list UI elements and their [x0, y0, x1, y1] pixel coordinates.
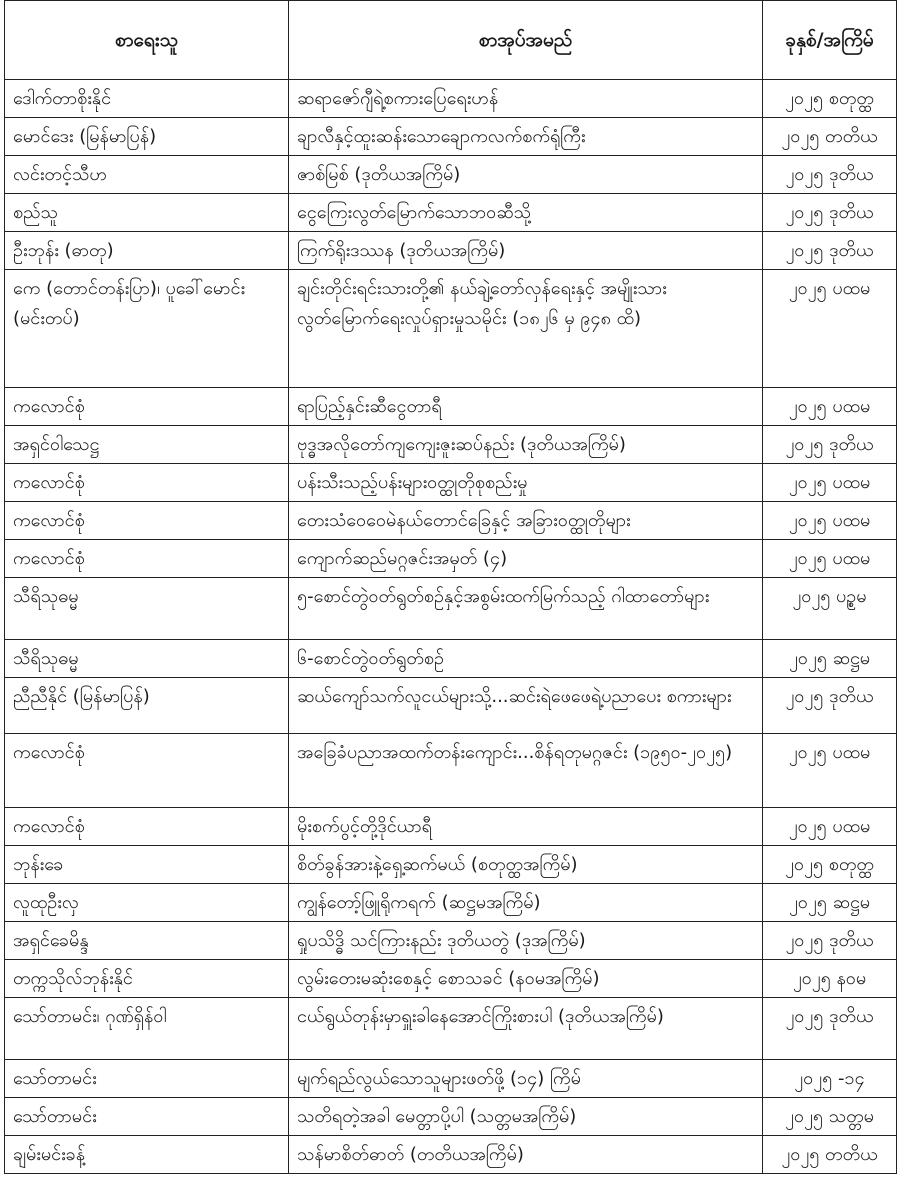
- edition-cell: ၂၀၂၅ နဝမ: [763, 960, 897, 998]
- edition-cell: ၂၀၂၅ ပထမ: [763, 540, 897, 578]
- table-row: [5, 960, 897, 998]
- author-cell: ကလောင်စုံ: [5, 808, 289, 846]
- title-cell: မျက်ရည်လွယ်သောသူများဖတ်ဖို့ (၁၄) ကြိမ်: [289, 1060, 763, 1098]
- title-cell: ချာလီနှင့်ထူးဆန်းသောချောကလက်စက်ရုံကြီး: [289, 118, 763, 156]
- edition-cell: ၂၀၂၅ ဒုတိယ: [763, 194, 897, 232]
- edition-cell: ၂၀၂၅ ဆဋ္ဌမ: [763, 884, 897, 922]
- author-cell: ကလောင်စုံ: [5, 502, 289, 540]
- title-cell: ကျောက်ဆည်မဂ္ဂဇင်းအမှတ် (၄): [289, 540, 763, 578]
- table-row: [5, 578, 897, 640]
- author-cell: သီရိသုဓမ္မ: [5, 578, 289, 640]
- edition-cell: ၂၀၂၅ တတိယ: [763, 118, 897, 156]
- title-cell: ဆယ်ကျော်သက်လူငယ်များသို့...ဆင်းရဲဖေဖေရဲ့ပညာပေး စကားများ: [289, 678, 763, 734]
- edition-cell: ၂၀၂၅ ပဥ္စမ: [763, 578, 897, 640]
- title-cell: သတိရတဲ့အခါ မေတ္တာပို့ပါ (သတ္တမအကြိမ်): [289, 1098, 763, 1136]
- edition-cell: ၂၀၂၅ ပထမ: [763, 388, 897, 426]
- title-cell: ငွေကြေးလွတ်မြောက်သောဘဝဆီသို့: [289, 194, 763, 232]
- book-list-document: [4, 0, 896, 1174]
- title-cell: မိုးစက်ပွင့်တို့ဒိုင်ယာရီ: [289, 808, 763, 846]
- table-row: [5, 80, 897, 118]
- edition-cell: ၂၀၂၅ သတ္တမ: [763, 1098, 897, 1136]
- table-row: [5, 118, 897, 156]
- title-cell: ကြက်ရိုးဒဿန (ဒုတိယအကြိမ်): [289, 232, 763, 270]
- author-cell: ကလောင်စုံ: [5, 464, 289, 502]
- table-row: [5, 998, 897, 1060]
- author-cell: လူထုဦးလှ: [5, 884, 289, 922]
- edition-cell: ၂၀၂၅ စတုတ္ထ: [763, 846, 897, 884]
- title-cell: ရှုပသိဒ္ဓိ သင်ကြားနည်း ဒုတိယတွဲ (ဒုအကြိမ်): [289, 922, 763, 960]
- author-cell: သော်တာမင်း၊ ဂုဏ်ရှိန်ဝါ: [5, 998, 289, 1060]
- author-cell: ကလောင်စုံ: [5, 734, 289, 808]
- author-cell: ဒေါက်တာစိုးနိုင်: [5, 80, 289, 118]
- title-cell: သန်မာစိတ်ဓာတ် (တတိယအကြိမ်): [289, 1136, 763, 1174]
- author-cell: သော်တာမင်း: [5, 1060, 289, 1098]
- table-row: [5, 388, 897, 426]
- table-row: [5, 884, 897, 922]
- table-row: [5, 922, 897, 960]
- table-row: [5, 156, 897, 194]
- book-table: [4, 0, 897, 1174]
- title-cell: ဆရာဇော်ဂျီရဲ့စကားပြေရေးဟန်: [289, 80, 763, 118]
- author-cell: ချမ်းမင်းခန့်: [5, 1136, 289, 1174]
- edition-cell: ၂၀၂၅ စတုတ္ထ: [763, 80, 897, 118]
- author-cell: ကေ (တောင်တန်းပြာ)၊ ပူခေါ်မောင်း (မင်းတပ်): [5, 270, 289, 388]
- table-row: [5, 502, 897, 540]
- header-edition: ခုနှစ်/အကြိမ်: [763, 1, 897, 80]
- author-cell: မောင်ဒေး (မြန်မာပြန်): [5, 118, 289, 156]
- edition-cell: ၂၀၂၅ -၁၄: [763, 1060, 897, 1098]
- table-row: [5, 464, 897, 502]
- edition-cell: ၂၀၂၅ ဒုတိယ: [763, 922, 897, 960]
- table-row: [5, 1098, 897, 1136]
- title-cell: လွမ်းတေးမဆုံးစေနှင့် စောသခင် (နဝမအကြိမ်): [289, 960, 763, 998]
- table-row: [5, 232, 897, 270]
- title-cell: တေးသံဝေဝေမဲနယ်တောင်ခြေနှင့် အခြားဝတ္ထုတိုများ: [289, 502, 763, 540]
- author-cell: ညီညီနိုင် (မြန်မာပြန်): [5, 678, 289, 734]
- author-cell: ကလောင်စုံ: [5, 540, 289, 578]
- edition-cell: ၂၀၂၅ ပထမ: [763, 270, 897, 388]
- title-cell: ငယ်ရွယ်တုန်းမှာရှူးခါနေအောင်ကြိုးစားပါ (ဒုတိယအကြိမ်): [289, 998, 763, 1060]
- author-cell: ကလောင်စုံ: [5, 388, 289, 426]
- header-author: စာရေးသူ: [5, 1, 289, 80]
- author-cell: လင်းတင့်သီဟ: [5, 156, 289, 194]
- title-cell: အခြေခံပညာအထက်တန်းကျောင်း...စိန်ရတုမဂ္ဂဇင်း (၁၉၅၀-၂၀၂၅): [289, 734, 763, 808]
- title-cell: ချင်းတိုင်းရင်းသားတို့၏ နယ်ချဲ့တော်လှန်ရေးနှင့် အမျိုးသားလွတ်မြောက်ရေးလှုပ်ရှားမှုသမိုင်း (၁၈၂၆ မှ ၉၄၈ ထိ): [289, 270, 763, 388]
- table-row: [5, 678, 897, 734]
- table-row: [5, 194, 897, 232]
- edition-cell: ၂၀၂၅ ဒုတိယ: [763, 156, 897, 194]
- edition-cell: ၂၀၂၅ ပထမ: [763, 464, 897, 502]
- edition-cell: ၂၀၂၅ ဒုတိယ: [763, 232, 897, 270]
- table-row: [5, 846, 897, 884]
- title-cell: ရာပြည့်နှင်းဆီငွေတာရီ: [289, 388, 763, 426]
- author-cell: အရှင်ဝါသေဋ္ဌ: [5, 426, 289, 464]
- edition-cell: ၂၀၂၅ ပထမ: [763, 502, 897, 540]
- author-cell: သော်တာမင်း: [5, 1098, 289, 1136]
- author-cell: တက္ကသိုလ်ဘုန်းနိုင်: [5, 960, 289, 998]
- edition-cell: ၂၀၂၅ ဒုတိယ: [763, 678, 897, 734]
- edition-cell: ၂၀၂၅ ဒုတိယ: [763, 998, 897, 1060]
- edition-cell: ၂၀၂၅ တတိယ: [763, 1136, 897, 1174]
- table-row: [5, 1136, 897, 1174]
- title-cell: ဗုဒ္ဓအလိုတော်ကျကျေးဇူးဆပ်နည်း (ဒုတိယအကြိမ်): [289, 426, 763, 464]
- edition-cell: ၂၀၂၅ ပထမ: [763, 808, 897, 846]
- author-cell: စည်သူ: [5, 194, 289, 232]
- table-row: [5, 270, 897, 388]
- title-cell: ဇာစ်မြစ် (ဒုတိယအကြိမ်): [289, 156, 763, 194]
- edition-cell: ၂၀၂၅ ပထမ: [763, 734, 897, 808]
- edition-cell: ၂၀၂၅ ဆဋ္ဌမ: [763, 640, 897, 678]
- table-row: [5, 808, 897, 846]
- header-row: [5, 1, 897, 80]
- author-cell: အရှင်ခေမိန္ဒ: [5, 922, 289, 960]
- table-row: [5, 734, 897, 808]
- table-row: [5, 1060, 897, 1098]
- title-cell: ပန်းသီးသည့်ပန်းများဝတ္ထုတိုစုစည်းမှု: [289, 464, 763, 502]
- title-cell: စိတ်ခွန်အားနဲ့ရှေ့ဆက်မယ် (စတုတ္ထအကြိမ်): [289, 846, 763, 884]
- table-row: [5, 426, 897, 464]
- title-cell: ကျွန်တော့်ဖြူရိုကရက် (ဆဋ္ဌမအကြိမ်): [289, 884, 763, 922]
- author-cell: သီရိသုဓမ္မ: [5, 640, 289, 678]
- table-row: [5, 640, 897, 678]
- header-title: စာအုပ်အမည်: [289, 1, 763, 80]
- author-cell: ဘုန်းခေ: [5, 846, 289, 884]
- author-cell: ဦးဘုန်း (ဓာတု): [5, 232, 289, 270]
- title-cell: ၆-စောင်တွဲဝတ်ရွတ်စဉ်: [289, 640, 763, 678]
- title-cell: ၅-စောင်တွဲဝတ်ရွတ်စဉ်နှင့်အစွမ်းထက်မြက်သည့် ဂါထာတော်များ: [289, 578, 763, 640]
- table-row: [5, 540, 897, 578]
- edition-cell: ၂၀၂၅ ဒုတိယ: [763, 426, 897, 464]
